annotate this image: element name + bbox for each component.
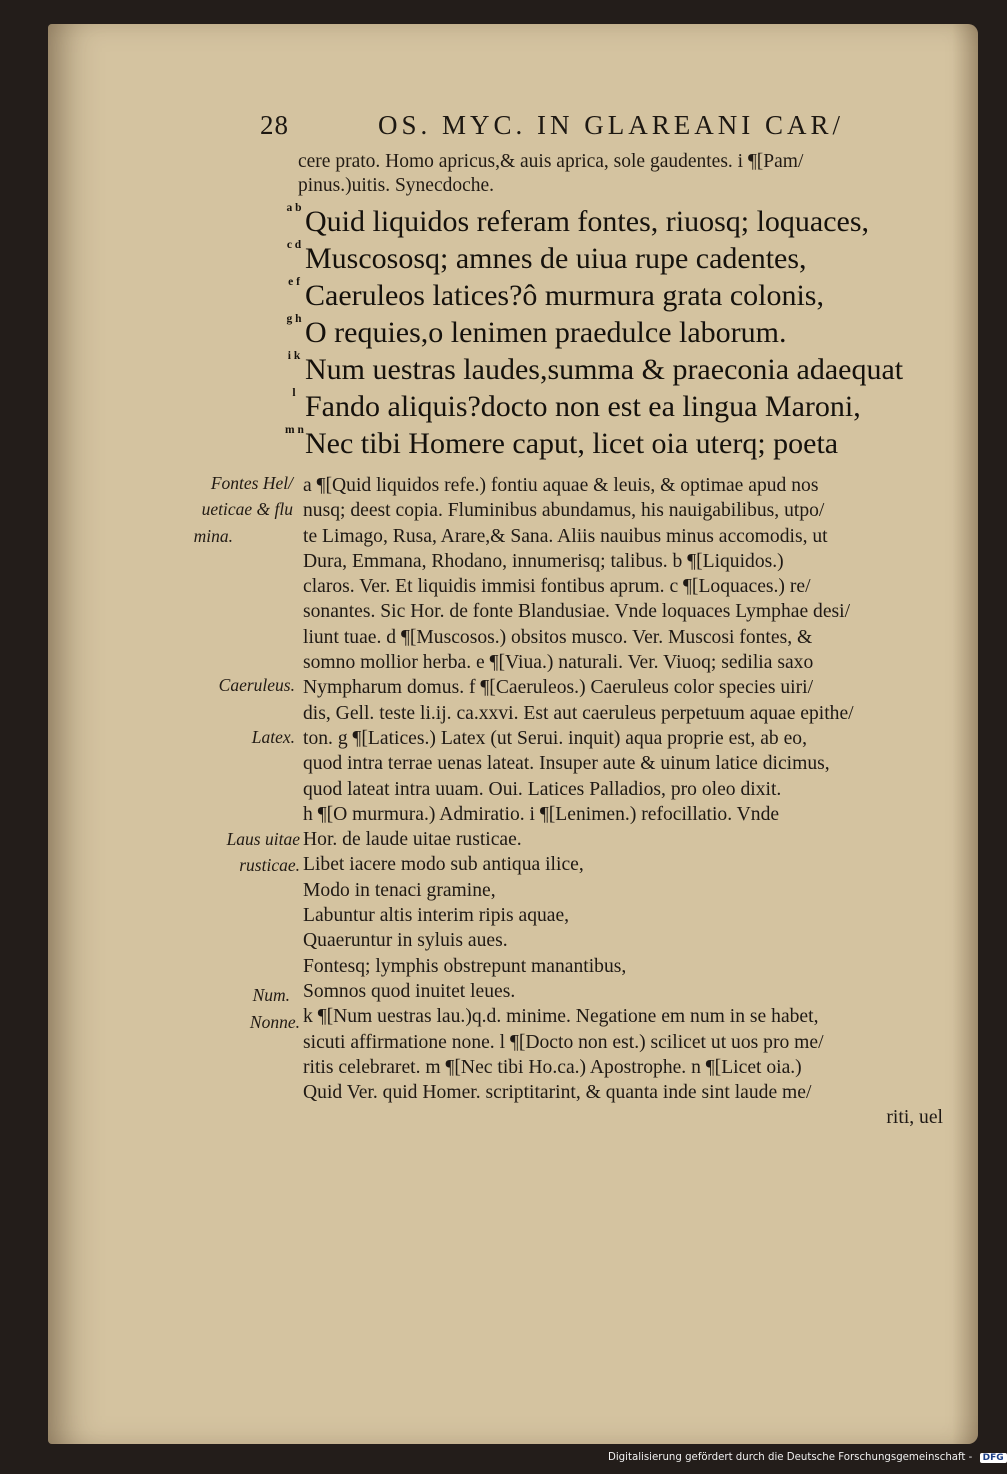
- poem-line: i k Num uestras laudes,summa & praeconia adaequat: [305, 351, 975, 388]
- credit-text: Digitalisierung gefördert durch die Deutsche Forschungsgemeinschaft -: [608, 1452, 973, 1463]
- commentary-line: quod lateat intra uuam. Oui. Latices Palladios, pro oleo dixit.: [303, 778, 782, 800]
- commentary-line: Quid Ver. quid Homer. scriptitarint, & quanta inde sint laude me/: [303, 1082, 812, 1104]
- commentary-line: somno mollior herba. e ¶[Viua.) naturali. Ver. Viuoq; sedilia saxo: [303, 652, 814, 674]
- marginal-note: rusticae.: [239, 855, 300, 875]
- line-letters: l: [292, 387, 296, 399]
- marginal-note: mina.: [193, 526, 233, 546]
- commentary-line: ritis celebraret. m ¶[Nec tibi Ho.ca.) Apostrophe. n ¶[Licet oia.): [303, 1056, 802, 1078]
- line-letters: g h: [286, 313, 302, 325]
- intro-line: cere prato. Homo apricus,& auis aprica, sole gaudentes. i ¶[Pam/: [298, 151, 804, 172]
- commentary-line: Somnos quod inuitet leues.: [303, 980, 516, 1002]
- marginal-note: ueticae & flu: [201, 499, 293, 519]
- commentary-block: [303, 473, 983, 1131]
- commentary-line: liunt tuae. d ¶[Muscosos.) obsitos musco. Ver. Muscosi fontes, &: [303, 626, 813, 648]
- commentary-line: ton. g ¶[Latices.) Latex (ut Serui. inquit) aqua proprie est, ab eo,: [303, 727, 808, 749]
- marginal-note: Num.: [252, 985, 290, 1005]
- poem-line: l Fando aliquis?docto non est ea lingua Maroni,: [305, 388, 975, 425]
- running-title: OS. MYC. IN GLAREANI CAR/: [378, 110, 845, 140]
- commentary-line: Nympharum domus. f ¶[Caeruleos.) Caeruleus color species uiri/: [303, 677, 814, 699]
- commentary-line: sonantes. Sic Hor. de fonte Blandusiae. Vnde loquaces Lymphae desi/: [303, 601, 851, 623]
- commentary-line: nusq; deest copia. Fluminibus abundamus, his nauigabilibus, utpo/: [303, 500, 825, 522]
- line-letters: a b: [286, 202, 302, 214]
- commentary-line: Modo in tenaci gramine,: [303, 879, 496, 901]
- commentary-line: quod intra terrae uenas lateat. Insuper aute & uinum latice dicimus,: [303, 753, 830, 775]
- marginal-note: Nonne.: [249, 1012, 300, 1032]
- poem-line: c d Muscososq; amnes de uiua rupe cadentes,: [286, 239, 807, 275]
- intro-text: [298, 150, 978, 198]
- poem-line: g h O requies,o lenimen praedulce laborum.: [286, 313, 787, 349]
- poem-line: a b Quid liquidos referam fontes, riuosq; loquaces,: [286, 202, 870, 238]
- commentary-line: Dura, Emmana, Rhodano, innumerisq; talibus. b ¶[Liquidos.): [303, 550, 784, 572]
- commentary-line: a ¶[Quid liquidos refe.) fontiu aquae & leuis, & optimae apud nos: [303, 475, 819, 496]
- commentary-line: Quaeruntur in syluis aues.: [303, 930, 508, 952]
- digitization-credit: [608, 1452, 1007, 1463]
- marginal-note: Fontes Hel/: [210, 473, 293, 493]
- marginal-note: Latex.: [251, 727, 295, 747]
- line-letters: c d: [286, 239, 302, 251]
- marginal-note: Laus uitae: [226, 829, 300, 849]
- line-letters: i k: [287, 350, 301, 362]
- line-letters: e f: [288, 276, 300, 288]
- commentary-line: sicuti affirmatione none. l ¶[Docto non est.) scilicet ut uos pro me/: [303, 1031, 824, 1053]
- poem-block: [285, 202, 975, 462]
- commentary-line: claros. Ver. Et liquidis immisi fontibus aprum. c ¶[Loquaces.) re/: [303, 576, 811, 598]
- intro-line: pinus.)uitis. Synecdoche.: [298, 175, 495, 196]
- commentary-line: Libet iacere modo sub antiqua ilice,: [303, 854, 584, 876]
- commentary-line: k ¶[Num uestras lau.)q.d. minime. Negatione em num in se habet,: [303, 1006, 819, 1028]
- commentary-line: Fontesq; lymphis obstrepunt manantibus,: [303, 955, 627, 977]
- marginal-note: Caeruleus.: [218, 675, 295, 695]
- poem-line: e f Caeruleos latices?ô murmura grata colonis,: [305, 277, 975, 314]
- poem-line: m n Nec tibi Homere caput, licet oia uterq; poeta: [285, 424, 839, 460]
- commentary-line: h ¶[O murmura.) Admiratio. i ¶[Lenimen.) refocillatio. Vnde: [303, 803, 780, 825]
- line-letters: m n: [285, 424, 304, 436]
- commentary-line: te Limago, Rusa, Arare,& Sana. Aliis nauibus minus accomodis, ut: [303, 525, 828, 547]
- dfg-logo: DFG: [980, 1453, 1007, 1463]
- commentary-line: dis, Gell. teste li.ij. ca.xxvi. Est aut caeruleus perpetuum aquae epithe/: [303, 702, 854, 724]
- page-number: 28: [260, 110, 289, 140]
- commentary-line: Labuntur altis interim ripis aquae,: [303, 905, 570, 927]
- catchword: riti, uel: [886, 1107, 943, 1129]
- commentary-line: Hor. de laude uitae rusticae.: [303, 829, 522, 851]
